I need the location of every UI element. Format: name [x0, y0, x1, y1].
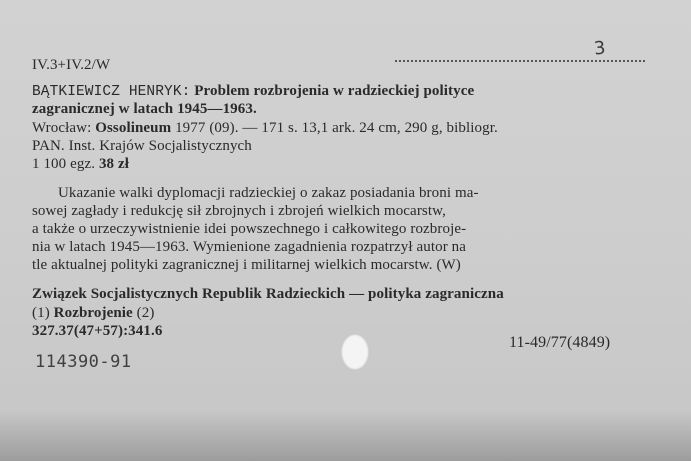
abstract-line: nia w latach 1945—1963. Wymienione zagadnienia rozpatrzył autor na: [32, 239, 467, 255]
book-title-part2: zagranicznej w latach 1945—1963.: [32, 101, 257, 117]
author-name: BĄTKIEWICZ HENRYK:: [32, 84, 191, 100]
imprint-line: [32, 119, 498, 137]
subject-number-2: (2): [136, 305, 155, 321]
book-title-part1: Problem rozbrojenia w radzieckiej polityce: [194, 83, 475, 99]
abstract-line: tle aktualnej polityki zagranicznej i militarnej wielkich mocarstw. (W): [32, 257, 461, 273]
price: 38 zł: [98, 156, 130, 172]
handwritten-number: 3: [592, 37, 607, 60]
catalog-number: 11-49/77(4849): [509, 334, 611, 351]
institution-line: PAN. Inst. Krajów Socjalistycznych: [32, 138, 252, 154]
abstract-line: sowej zagłady i redukcję sił zbrojnych i zbrojeń wielkich mocarstw,: [32, 203, 446, 219]
copies-price-line: [32, 155, 129, 173]
subject-subheading: [32, 304, 154, 322]
dotted-rule: [395, 60, 645, 62]
abstract-line: a także o urzeczywistnienie idei powszechnego i całkowitego rozbroje-: [32, 221, 467, 237]
subject-term: Rozbrojenie: [53, 305, 133, 321]
subject-heading: Związek Socjalistycznych Republik Radzieckich — polityka zagraniczna: [32, 286, 504, 302]
card-shadow: [0, 410, 691, 461]
subject-number-1: (1): [32, 305, 50, 321]
stamp-number: 114390-91: [35, 352, 132, 372]
entry-line-1: [32, 82, 474, 101]
udc-code: [32, 322, 162, 340]
copies-count: 1 100 egz.: [32, 156, 96, 172]
classification-code: IV.3+IV.2/W: [32, 57, 111, 73]
udc-code-text: 327.37(47+57):341.6: [32, 323, 163, 339]
publisher-name: Ossolineum: [95, 120, 172, 136]
publication-details: 1977 (09). — 171 s. 13,1 ark. 24 cm, 290 g, bibliogr.: [175, 120, 498, 136]
punch-hole: [341, 334, 369, 370]
abstract-line: Ukazanie walki dyplomacji radzieckiej o zakaz posiadania broni ma-: [58, 185, 479, 201]
publication-place: Wrocław:: [32, 120, 92, 136]
